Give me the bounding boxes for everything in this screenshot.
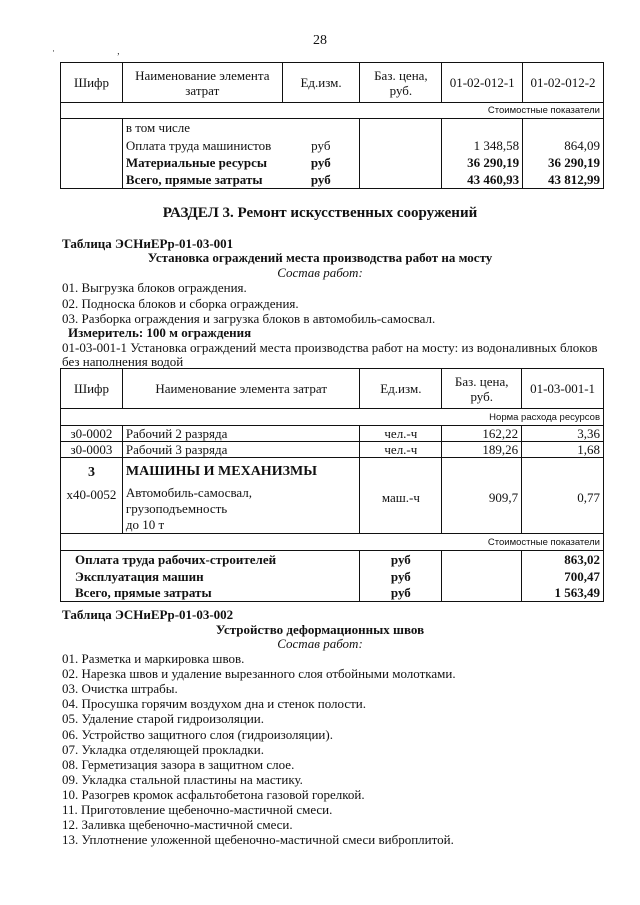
row-value: 36 290,19	[523, 154, 604, 171]
work-item: 03. Разборка ограждения и загрузка блоков в автомобиль-самосвал.	[62, 311, 436, 326]
page-number: 28	[313, 33, 327, 48]
total-name: Оплата труда рабочих-строителей	[61, 551, 360, 568]
table-row	[61, 426, 604, 442]
header-code: Шифр	[61, 63, 123, 103]
work-item: 03. Очистка штрабы.	[62, 681, 178, 697]
header-col1: 01-03-001-1	[522, 369, 604, 409]
row-name: Рабочий 3 разряда	[122, 442, 360, 458]
table-row	[61, 154, 604, 171]
band-resource-norms: Норма расхода ресурсов	[61, 409, 604, 426]
header-base-price: Баз. цена, руб.	[360, 63, 442, 103]
work-item: 01. Разметка и маркировка швов.	[62, 651, 245, 666]
table-row	[61, 585, 604, 602]
total-unit: руб	[360, 551, 442, 568]
row-base: 189,26	[442, 442, 522, 458]
table-row	[61, 119, 604, 137]
row-name: Всего, прямые затраты	[122, 171, 282, 189]
group-name: МАШИНЫ И МЕХАНИЗМЫ	[125, 464, 317, 479]
row-unit: руб	[282, 154, 360, 171]
measure-unit: Измеритель: 100 м ограждения	[68, 325, 252, 340]
row-unit: чел.-ч	[360, 442, 442, 458]
row-unit: руб	[282, 137, 360, 154]
table-row	[61, 171, 604, 189]
work-item: 02. Подноска блоков и сборка ограждения.	[62, 296, 299, 311]
total-unit: руб	[360, 585, 442, 602]
header-code: Шифр	[61, 369, 123, 409]
rate-description-cont: без наполнения водой	[62, 354, 184, 369]
row-value: 0,77	[522, 458, 604, 534]
work-composition-heading: Состав работ:	[277, 265, 363, 280]
work-item: 04. Просушка горячим воздухом дна и стенок полости.	[62, 696, 367, 712]
row-name: Материальные ресурсы	[122, 154, 282, 171]
table-title: Установка ограждений места производства работ на мосту	[147, 250, 493, 265]
row-name: Оплата труда машинистов	[122, 137, 282, 154]
row-unit: руб	[282, 171, 360, 189]
table-cost-continuation	[60, 62, 604, 189]
header-col1: 01-02-012-1	[442, 63, 523, 103]
header-col2: 01-02-012-2	[523, 63, 604, 103]
total-unit: руб	[360, 568, 442, 585]
row-code: з0-0003	[61, 442, 123, 458]
work-item: 06. Устройство защитного слоя (гидроизоляции).	[62, 726, 333, 742]
row-base: 162,22	[442, 426, 522, 442]
table-resources-01-03-001	[60, 368, 604, 602]
row-unit: маш.-ч	[360, 458, 442, 534]
row-code: х40-0052	[66, 487, 117, 502]
row-name-cont: до 10 т	[125, 517, 165, 532]
section-title: РАЗДЕЛ 3. Ремонт искусственных сооружений	[162, 205, 478, 221]
row-name: Автомобиль-самосвал, грузоподъемность	[125, 485, 253, 516]
row-name: Рабочий 2 разряда	[122, 426, 360, 442]
work-item: 07. Укладка отделяющей прокладки.	[62, 741, 264, 757]
header-name: Наименование элемента затрат	[122, 369, 360, 409]
work-composition-heading: Состав работ:	[277, 636, 363, 651]
row-base: 909,7	[442, 458, 522, 534]
table-row	[61, 568, 604, 585]
row-value: 43 812,99	[523, 171, 604, 189]
header-unit: Ед.изм.	[282, 63, 360, 103]
work-item: 02. Нарезка швов и удаление вырезанного слоя отбойными молотками.	[62, 666, 456, 682]
row-value: 36 290,19	[442, 154, 523, 171]
work-item: 08. Герметизация зазора в защитном слое.	[62, 756, 295, 772]
table-row	[61, 551, 604, 568]
row-value: 43 460,93	[442, 171, 523, 189]
header-name: Наименование элемента затрат	[122, 63, 282, 103]
header-unit: Ед.изм.	[360, 369, 442, 409]
work-item: 01. Выгрузка блоков ограждения.	[62, 280, 247, 295]
table-row	[61, 137, 604, 154]
table-row-machines	[61, 458, 604, 534]
total-name: Всего, прямые затраты	[61, 585, 360, 602]
work-item: 09. Укладка стальной пластины на мастику.	[62, 771, 303, 787]
row-value: 1,68	[522, 442, 604, 458]
work-item: 12. Заливка щебеночно-мастичной смеси.	[62, 817, 293, 833]
table-label: Таблица ЭСНиЕРр-01-03-002	[62, 607, 234, 622]
row-unit: чел.-ч	[360, 426, 442, 442]
total-value: 700,47	[522, 568, 604, 585]
row-name: в том числе	[122, 119, 360, 137]
scan-specks: · ,	[52, 46, 150, 56]
row-value: 3,36	[522, 426, 604, 442]
total-name: Эксплуатация машин	[61, 568, 360, 585]
band-cost-indicators: Стоимостные показатели	[61, 534, 604, 551]
row-value: 1 348,58	[442, 137, 523, 154]
row-value: 864,09	[523, 137, 604, 154]
table-title: Устройство деформационных швов	[215, 622, 425, 637]
row-code: з0-0002	[61, 426, 123, 442]
work-item: 10. Разогрев кромок асфальтобетона газовой горелкой.	[62, 786, 365, 802]
total-value: 863,02	[522, 551, 604, 568]
total-value: 1 563,49	[522, 585, 604, 602]
table-row	[61, 442, 604, 458]
rate-description: 01-03-001-1 Установка ограждений места производства работ на мосту: из водоналивных блоков	[62, 340, 598, 355]
group-code: 3	[87, 465, 95, 480]
header-base-price: Баз. цена, руб.	[442, 369, 522, 409]
band-cost-indicators: Стоимостные показатели	[61, 103, 604, 119]
table-label: Таблица ЭСНиЕРр-01-03-001	[62, 236, 234, 251]
work-item: 13. Уплотнение уложенной щебеночно-мастичной смеси виброплитой.	[62, 832, 454, 848]
work-item: 11. Приготовление щебеночно-мастичной смеси.	[62, 802, 333, 817]
work-item: 05. Удаление старой гидроизоляции.	[62, 711, 264, 727]
